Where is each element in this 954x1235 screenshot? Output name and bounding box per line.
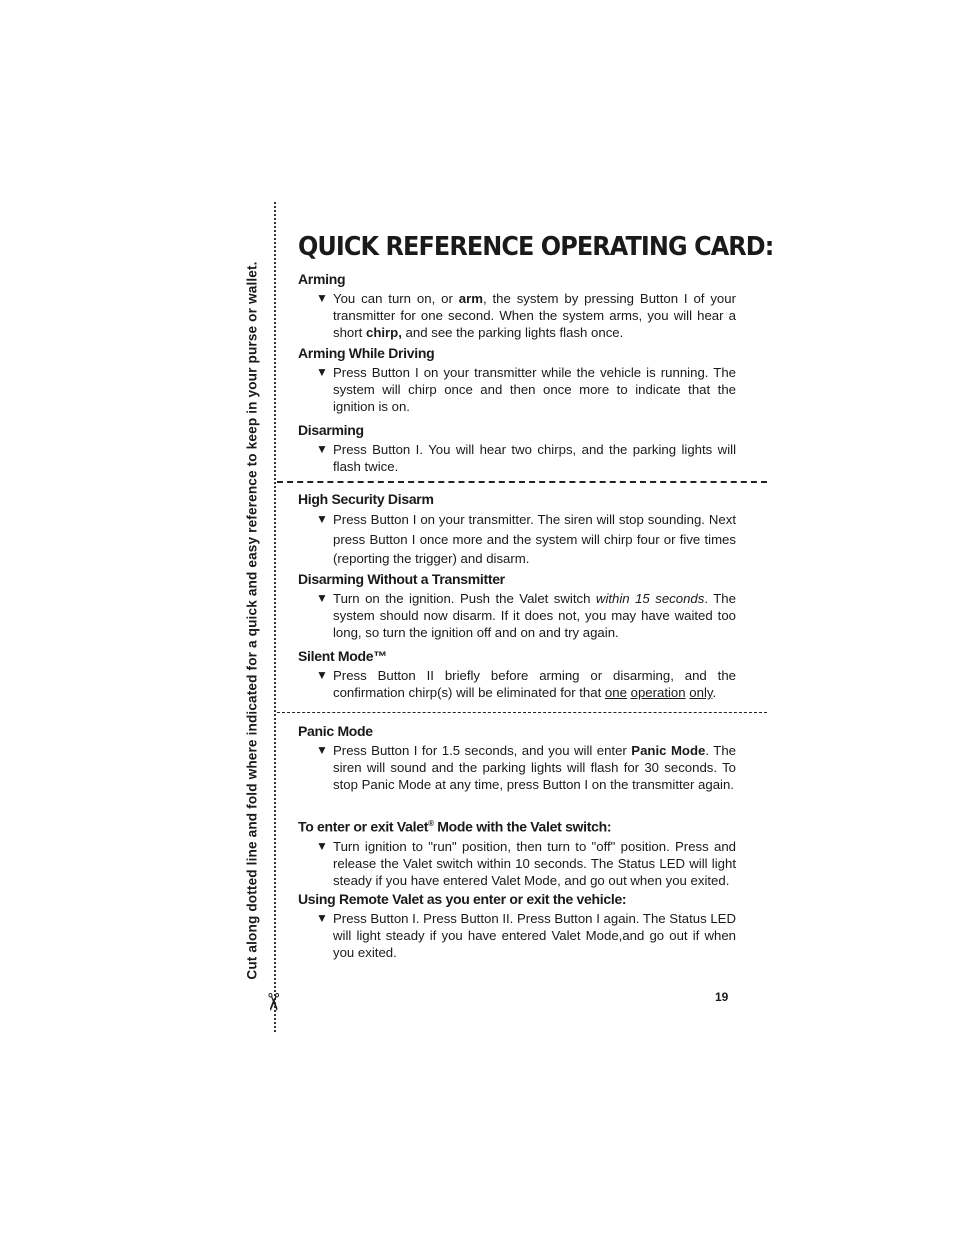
section-heading: Silent Mode™ bbox=[298, 648, 387, 664]
side-instruction-text: Cut along dotted line and fold where indicated for a quick and easy reference to keep in your purse or wallet. bbox=[244, 261, 260, 980]
list-item: ▼ You can turn on, or arm, the system by pressing Button I of your transmitter for one second. When the system arms, you will hear a short chirp, and see the parking lights flash once. bbox=[316, 291, 736, 340]
list-item: ▼ Press Button II briefly before arming or disarming, and the confirmation chirp(s) will be eliminated for that one operation only. bbox=[316, 668, 736, 700]
bullet-triangle-icon: ▼ bbox=[316, 291, 328, 305]
section-disarming-without-transmitter bbox=[298, 571, 736, 641]
fold-dashed-line bbox=[277, 712, 767, 713]
section-valet-switch bbox=[298, 815, 736, 889]
bullet-triangle-icon: ▼ bbox=[316, 591, 328, 605]
list-item: ▼ Press Button I for 1.5 seconds, and you will enter Panic Mode. The siren will sound and the parking lights will flash for 30 seconds. To stop Panic Mode at any time, press Button I on the transmitter again. bbox=[316, 743, 737, 792]
section-heading: High Security Disarm bbox=[298, 491, 434, 507]
list-item: ▼ Turn on the ignition. Push the Valet switch within 15 seconds. The system should now disarm. If it does not, you may have waited too long, so turn the ignition off and on and try again. bbox=[316, 591, 736, 640]
bullet-triangle-icon: ▼ bbox=[316, 838, 328, 853]
list-item: ▼ Press Button I. You will hear two chirps, and the parking lights will flash twice. bbox=[316, 442, 736, 474]
section-heading: To enter or exit Valet® Mode with the Valet switch: bbox=[298, 818, 612, 835]
section-heading: Panic Mode bbox=[298, 723, 373, 739]
list-item: ▼ Press Button I. Press Button II. Press Button I again. The Status LED will light steady if you have entered Valet Mode,and go out if when you exited. bbox=[316, 911, 736, 960]
section-remote-valet bbox=[298, 891, 736, 961]
section-arming bbox=[298, 271, 736, 341]
list-item: ▼ Press Button I on your transmitter while the vehicle is running. The system will chirp once and then once more to indicate that the ignition is on. bbox=[316, 365, 736, 414]
bullet-triangle-icon: ▼ bbox=[316, 911, 328, 925]
page-number: 19 bbox=[715, 990, 729, 1004]
page-title: QUICK REFERENCE OPERATING CARD: bbox=[298, 232, 774, 262]
scissors-icon: ✂ bbox=[259, 991, 287, 1013]
section-heading: Disarming bbox=[298, 422, 364, 438]
bullet-triangle-icon: ▼ bbox=[316, 442, 328, 456]
bullet-triangle-icon: ▼ bbox=[316, 512, 328, 526]
section-heading: Arming While Driving bbox=[298, 345, 435, 361]
section-panic-mode bbox=[298, 723, 736, 793]
fold-dashed-line bbox=[277, 481, 767, 483]
cut-dotted-line bbox=[274, 202, 276, 1032]
section-silent-mode bbox=[298, 648, 736, 701]
bullet-triangle-icon: ▼ bbox=[316, 743, 328, 757]
list-item: ▼ Turn ignition to "run" position, then turn to "off" position. Press and release the Valet switch within 10 seconds. The Status LED will light steady if you have entered Valet Mode, and go out when you exited. bbox=[316, 838, 736, 888]
section-heading: Using Remote Valet as you enter or exit the vehicle: bbox=[298, 891, 627, 907]
list-item: ▼ Press Button I on your transmitter. The siren will stop sounding. Next press Button I once more and the system will chirp four or five times (reporting the trigger) and disarm. bbox=[316, 512, 736, 566]
bullet-triangle-icon: ▼ bbox=[316, 668, 328, 682]
bullet-triangle-icon: ▼ bbox=[316, 365, 328, 379]
section-arming-while-driving bbox=[298, 345, 736, 415]
section-disarming bbox=[298, 422, 736, 475]
section-heading: Arming bbox=[298, 271, 346, 287]
section-heading: Disarming Without a Transmitter bbox=[298, 571, 505, 587]
section-high-security-disarm bbox=[298, 491, 736, 569]
